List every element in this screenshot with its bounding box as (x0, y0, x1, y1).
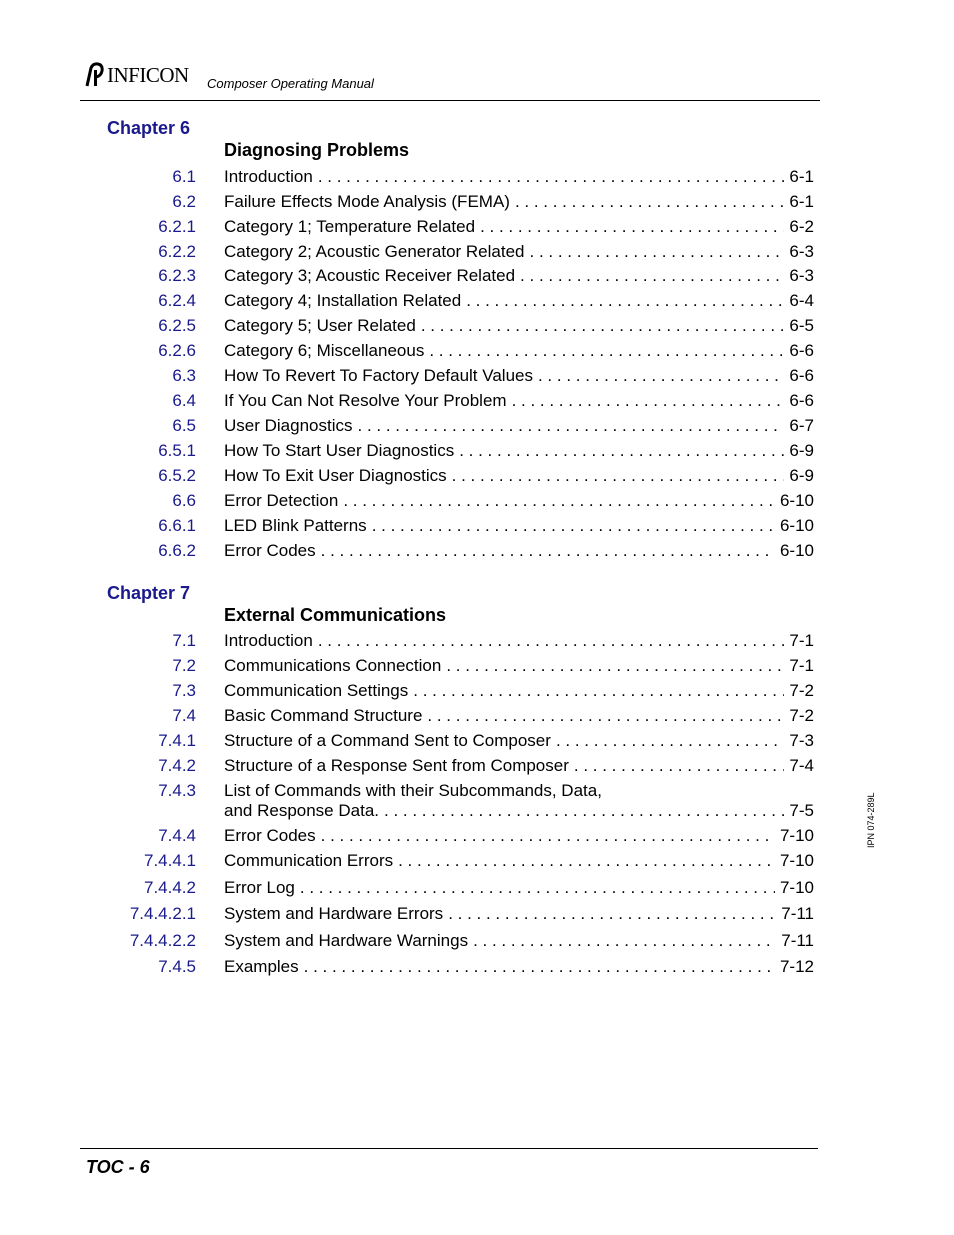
section-number[interactable]: 6.6.2 (158, 541, 196, 560)
section-number[interactable]: 7.4.5 (158, 957, 196, 976)
toc-entry-row[interactable] (0, 316, 954, 338)
leader-dots (446, 656, 784, 676)
leader-dots (429, 341, 784, 361)
toc-entry[interactable] (224, 391, 814, 411)
section-title[interactable]: Error Log (224, 878, 295, 897)
leader-dots (318, 167, 785, 187)
section-title[interactable]: Category 1; Temperature Related (224, 217, 476, 236)
page-number: TOC - 6 (86, 1157, 150, 1177)
toc-entry[interactable] (224, 316, 814, 336)
page-reference[interactable]: 7-11 (781, 904, 814, 923)
toc-entry-row[interactable] (0, 242, 954, 264)
page-reference[interactable]: 7-1 (789, 631, 814, 650)
toc-entry[interactable] (224, 242, 814, 262)
inficon-logo-icon (84, 62, 106, 88)
page-reference[interactable]: 7-10 (779, 851, 814, 870)
toc-entry-row[interactable] (0, 266, 954, 288)
section-title[interactable]: Category 2; Acoustic Generator Related (224, 242, 525, 261)
leader-dots (343, 491, 775, 511)
page-reference[interactable]: 7-4 (789, 756, 814, 775)
toc-entry[interactable] (224, 731, 814, 751)
inficon-logo (84, 62, 189, 88)
toc-entry[interactable] (224, 851, 814, 871)
section-title[interactable]: Error Codes (224, 541, 316, 560)
toc-entry[interactable] (224, 341, 814, 361)
section-number[interactable]: 6.6.1 (158, 516, 196, 535)
toc-entry[interactable] (224, 681, 814, 701)
document-code: IPN 074-289L (866, 792, 876, 848)
chapter-title: External Communications (224, 605, 447, 625)
page-reference[interactable]: 7-1 (789, 656, 814, 675)
leader-dots (538, 366, 784, 386)
page-reference[interactable]: 6-6 (789, 366, 814, 385)
leader-dots (318, 631, 785, 651)
page-reference[interactable]: 7-3 (789, 731, 814, 750)
toc-entry[interactable] (224, 957, 814, 977)
toc-entry[interactable] (224, 167, 814, 187)
leader-dots (452, 466, 785, 486)
page-reference[interactable]: 6-6 (789, 341, 814, 360)
section-title[interactable]: List of Commands with their Subcommands, Data, (224, 781, 602, 800)
leader-dots (556, 731, 784, 751)
section-title[interactable]: User Diagnostics (224, 416, 353, 435)
toc-entry-row[interactable] (0, 826, 954, 848)
toc-entry-row[interactable] (0, 931, 954, 953)
manual-title: Composer Operating Manual (207, 76, 374, 91)
toc-entry-row[interactable] (0, 167, 954, 189)
toc-entry[interactable] (224, 491, 814, 511)
section-number[interactable]: 6.3 (172, 366, 196, 385)
toc-entry-row[interactable] (0, 341, 954, 363)
page-header (80, 60, 820, 101)
leader-dots (515, 192, 784, 212)
page-reference[interactable]: 6-1 (789, 192, 814, 211)
section-title[interactable]: Category 4; Installation Related (224, 291, 462, 310)
section-title[interactable]: Introduction (224, 167, 313, 186)
section-number[interactable]: 6.6 (172, 491, 196, 510)
section-title[interactable]: System and Hardware Errors (224, 904, 444, 923)
toc-entry[interactable] (224, 826, 814, 846)
section-number[interactable]: 7.4.4.2.1 (129, 904, 196, 923)
section-title-continued: and Response Data. (224, 801, 379, 820)
section-number[interactable]: 6.2.5 (158, 316, 196, 335)
section-title[interactable]: Structure of a Command Sent to Composer (224, 731, 551, 750)
section-title[interactable]: Structure of a Response Sent from Composer (224, 756, 569, 775)
section-number[interactable]: 6.4 (172, 391, 196, 410)
toc-entry-row[interactable] (0, 656, 954, 678)
leader-dots (413, 681, 784, 701)
section-number[interactable]: 7.4.3 (158, 781, 196, 800)
leader-dots (384, 801, 784, 821)
section-title[interactable]: Category 6; Miscellaneous (224, 341, 425, 360)
toc-entry[interactable] (224, 931, 814, 951)
section-number[interactable]: 7.4.4.2 (144, 878, 196, 897)
page-reference[interactable]: 6-4 (789, 291, 814, 310)
toc-entry-row[interactable] (0, 541, 954, 563)
toc-entry[interactable] (224, 192, 814, 212)
section-number[interactable]: 7.4.4 (158, 826, 196, 845)
section-title[interactable]: How To Exit User Diagnostics (224, 466, 447, 485)
section-number[interactable]: 6.2.6 (158, 341, 196, 360)
toc-entry-row[interactable] (0, 756, 954, 778)
leader-dots (459, 441, 784, 461)
page-reference[interactable]: 6-6 (789, 391, 814, 410)
section-title[interactable]: Error Detection (224, 491, 339, 510)
leader-dots (466, 291, 784, 311)
section-number[interactable]: 7.4.4.2.2 (129, 931, 196, 950)
page-reference[interactable]: 7-2 (789, 706, 814, 725)
toc-entry[interactable] (224, 631, 814, 651)
toc-entry-row[interactable] (0, 878, 954, 900)
page-reference[interactable]: 6-10 (779, 516, 814, 535)
toc-entry[interactable] (224, 878, 814, 898)
page-reference[interactable]: 7-10 (779, 878, 814, 897)
toc-entry[interactable] (224, 541, 814, 561)
toc-entry[interactable] (224, 904, 814, 924)
page-reference[interactable]: 6-9 (789, 466, 814, 485)
toc-entry[interactable] (224, 266, 814, 286)
section-title[interactable]: Basic Command Structure (224, 706, 423, 725)
leader-dots (398, 851, 775, 871)
toc-entry[interactable] (224, 756, 814, 776)
page-reference[interactable]: 6-1 (789, 167, 814, 186)
page-reference[interactable]: 7-10 (779, 826, 814, 845)
leader-dots (321, 826, 775, 846)
toc-entry-row[interactable] (0, 217, 954, 239)
leader-dots (321, 541, 775, 561)
page-reference[interactable]: 6-7 (789, 416, 814, 435)
chapter-label[interactable]: Chapter 6 (107, 118, 191, 138)
section-number[interactable]: 6.2.4 (158, 291, 196, 310)
section-number[interactable]: 6.2.3 (158, 266, 196, 285)
toc-entry-row[interactable] (0, 441, 954, 463)
section-number[interactable]: 7.1 (172, 631, 196, 650)
brand-name: INFICON (107, 62, 189, 87)
section-title[interactable]: Failure Effects Mode Analysis (FEMA) (224, 192, 510, 211)
toc-entry-continuation[interactable] (224, 801, 814, 821)
toc-entry[interactable] (224, 291, 814, 311)
toc-entry-row[interactable] (0, 391, 954, 413)
toc-entry-row[interactable] (0, 904, 954, 926)
section-number[interactable]: 7.4.4.1 (144, 851, 196, 870)
section-number[interactable]: 7.2 (172, 656, 196, 675)
section-title[interactable]: If You Can Not Resolve Your Problem (224, 391, 507, 410)
leader-dots (421, 316, 785, 336)
page-reference[interactable]: 6-10 (779, 491, 814, 510)
leader-dots (480, 217, 784, 237)
toc-entry[interactable] (224, 656, 814, 676)
toc-entry-row[interactable] (0, 681, 954, 703)
page-reference[interactable]: 7-5 (789, 801, 814, 820)
section-number[interactable]: 6.5.2 (158, 466, 196, 485)
section-title[interactable]: Examples (224, 957, 299, 976)
toc-entry[interactable] (224, 441, 814, 461)
toc-entry-row[interactable] (0, 731, 954, 753)
page-reference[interactable]: 7-11 (781, 931, 814, 950)
leader-dots (512, 391, 785, 411)
section-number[interactable]: 7.4 (172, 706, 196, 725)
leader-dots (530, 242, 785, 262)
toc-entry[interactable] (224, 516, 814, 536)
toc-entry[interactable] (224, 706, 814, 726)
section-title[interactable]: Communication Errors (224, 851, 394, 870)
page-reference[interactable]: 7-12 (779, 957, 814, 976)
section-title[interactable]: LED Blink Patterns (224, 516, 367, 535)
leader-dots (574, 756, 785, 776)
section-number[interactable]: 7.3 (172, 681, 196, 700)
leader-dots (358, 416, 785, 436)
section-title[interactable]: Communication Settings (224, 681, 409, 700)
section-title[interactable]: How To Start User Diagnostics (224, 441, 455, 460)
toc-entry-row[interactable] (0, 416, 954, 438)
section-title[interactable]: Category 5; User Related (224, 316, 416, 335)
toc-entry-row[interactable] (0, 706, 954, 728)
section-number[interactable]: 6.1 (172, 167, 196, 186)
leader-dots (448, 904, 776, 924)
section-title[interactable]: How To Revert To Factory Default Values (224, 366, 533, 385)
toc-entry[interactable] (224, 416, 814, 436)
section-number[interactable]: 6.5.1 (158, 441, 196, 460)
page-reference[interactable]: 6-2 (789, 217, 814, 236)
toc-entry-row[interactable] (0, 491, 954, 513)
section-title[interactable]: System and Hardware Warnings (224, 931, 469, 950)
page-reference[interactable]: 7-2 (789, 681, 814, 700)
leader-dots (520, 266, 784, 286)
toc-entry-row[interactable] (0, 957, 954, 979)
leader-dots (427, 706, 784, 726)
page-reference[interactable]: 6-5 (789, 316, 814, 335)
toc-entry-row[interactable] (0, 631, 954, 653)
leader-dots (300, 878, 775, 898)
section-number[interactable]: 6.2.1 (158, 217, 196, 236)
page-reference[interactable]: 6-3 (789, 242, 814, 261)
leader-dots (372, 516, 775, 536)
section-title[interactable]: Introduction (224, 631, 313, 650)
section-number[interactable]: 6.5 (172, 416, 196, 435)
page-reference[interactable]: 6-9 (789, 441, 814, 460)
toc-entry[interactable] (224, 466, 814, 486)
page-reference[interactable]: 6-10 (779, 541, 814, 560)
toc-entry[interactable] (224, 217, 814, 237)
section-number[interactable]: 6.2.2 (158, 242, 196, 261)
toc-entry-row[interactable] (0, 366, 954, 388)
toc-entry-row[interactable] (0, 192, 954, 214)
section-number[interactable]: 6.2 (172, 192, 196, 211)
toc-entry-row[interactable] (0, 516, 954, 538)
leader-dots (473, 931, 776, 951)
section-title[interactable]: Error Codes (224, 826, 316, 845)
toc-entry-row[interactable] (0, 291, 954, 313)
toc-entry-row[interactable] (0, 466, 954, 488)
toc-entry-row[interactable] (0, 851, 954, 873)
page-reference[interactable]: 6-3 (789, 266, 814, 285)
chapter-title: Diagnosing Problems (224, 140, 410, 160)
toc-entry[interactable] (224, 366, 814, 386)
section-title[interactable]: Category 3; Acoustic Receiver Related (224, 266, 516, 285)
section-title[interactable]: Communications Connection (224, 656, 442, 675)
section-number[interactable]: 7.4.2 (158, 756, 196, 775)
leader-dots (304, 957, 775, 977)
section-number[interactable]: 7.4.1 (158, 731, 196, 750)
chapter-label[interactable]: Chapter 7 (107, 583, 191, 603)
page-footer (80, 1148, 818, 1177)
